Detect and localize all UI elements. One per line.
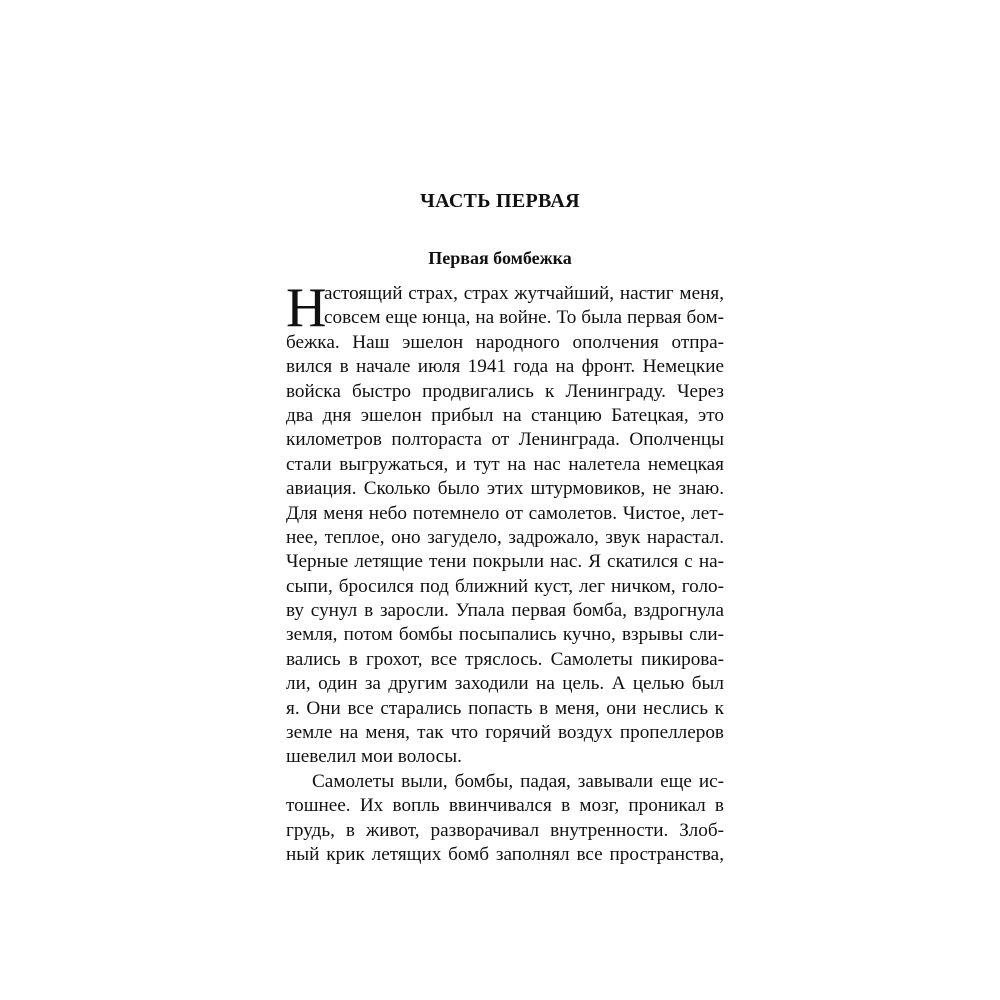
text-line: ли, один за другим заходили на цель. А целью был: [286, 673, 724, 695]
drop-cap: Н: [286, 277, 327, 339]
text-line: я. Они все старались попасть в меня, они неслись к: [286, 697, 724, 719]
text-line: вались в грохот, все тряслось. Самолеты пикирова-: [286, 648, 724, 670]
text-line: войска быстро продвигались к Ленинграду. Через: [286, 380, 724, 402]
text-line: ный крик летящих бомб заполнял все пространства,: [286, 843, 724, 865]
text-line: шевелил мои волосы.: [286, 746, 462, 768]
chapter-title: Первая бомбежка: [428, 248, 572, 268]
text-line: Черные летящие тени покрыли нас. Я скатился с на-: [286, 551, 724, 573]
text-line: авиация. Сколько было этих штурмовиков, не знаю.: [286, 478, 724, 500]
text-line: километров полтораста от Ленинграда. Ополченцы: [286, 429, 724, 451]
text-line: сыпи, бросился под ближний куст, лег ничком, голо-: [286, 575, 724, 597]
text-line: земле на меня, так что горячий воздух пропеллеров: [286, 722, 724, 744]
text-line: астоящий страх, страх жутчайший, настиг меня,: [324, 283, 724, 304]
text-line: бежка. Наш эшелон народного ополчения отпра-: [286, 331, 724, 353]
text-line: два дня эшелон прибыл на станцию Батецкая, это: [286, 404, 724, 426]
text-line: стали выгружаться, и тут на нас налетела немецкая: [286, 453, 724, 475]
text-line: ву сунул в заросли. Упала первая бомба, вздрогнула: [286, 600, 724, 622]
text-line: тошнее. Их вопль ввинчивался в мозг, проникал в: [286, 795, 724, 817]
body-text: [286, 277, 724, 867]
text-line: грудь, в живот, разворачивал внутренности. Злоб-: [286, 819, 724, 841]
text-line: Самолеты выли, бомбы, падая, завывали еще ис-: [312, 770, 724, 792]
text-line: Для меня небо потемнело от самолетов. Чистое, лет-: [286, 502, 724, 524]
text-line: нее, теплое, оно загудело, задрожало, звук нарастал.: [286, 526, 724, 548]
text-line: совсем еще юнца, на войне. То была первая бом-: [324, 307, 724, 329]
text-line: земля, потом бомбы посыпались кучно, взрывы сли-: [286, 624, 724, 646]
text-line: вился в начале июля 1941 года на фронт. Немецкие: [286, 356, 724, 378]
part-title: ЧАСТЬ ПЕРВАЯ: [420, 190, 580, 212]
